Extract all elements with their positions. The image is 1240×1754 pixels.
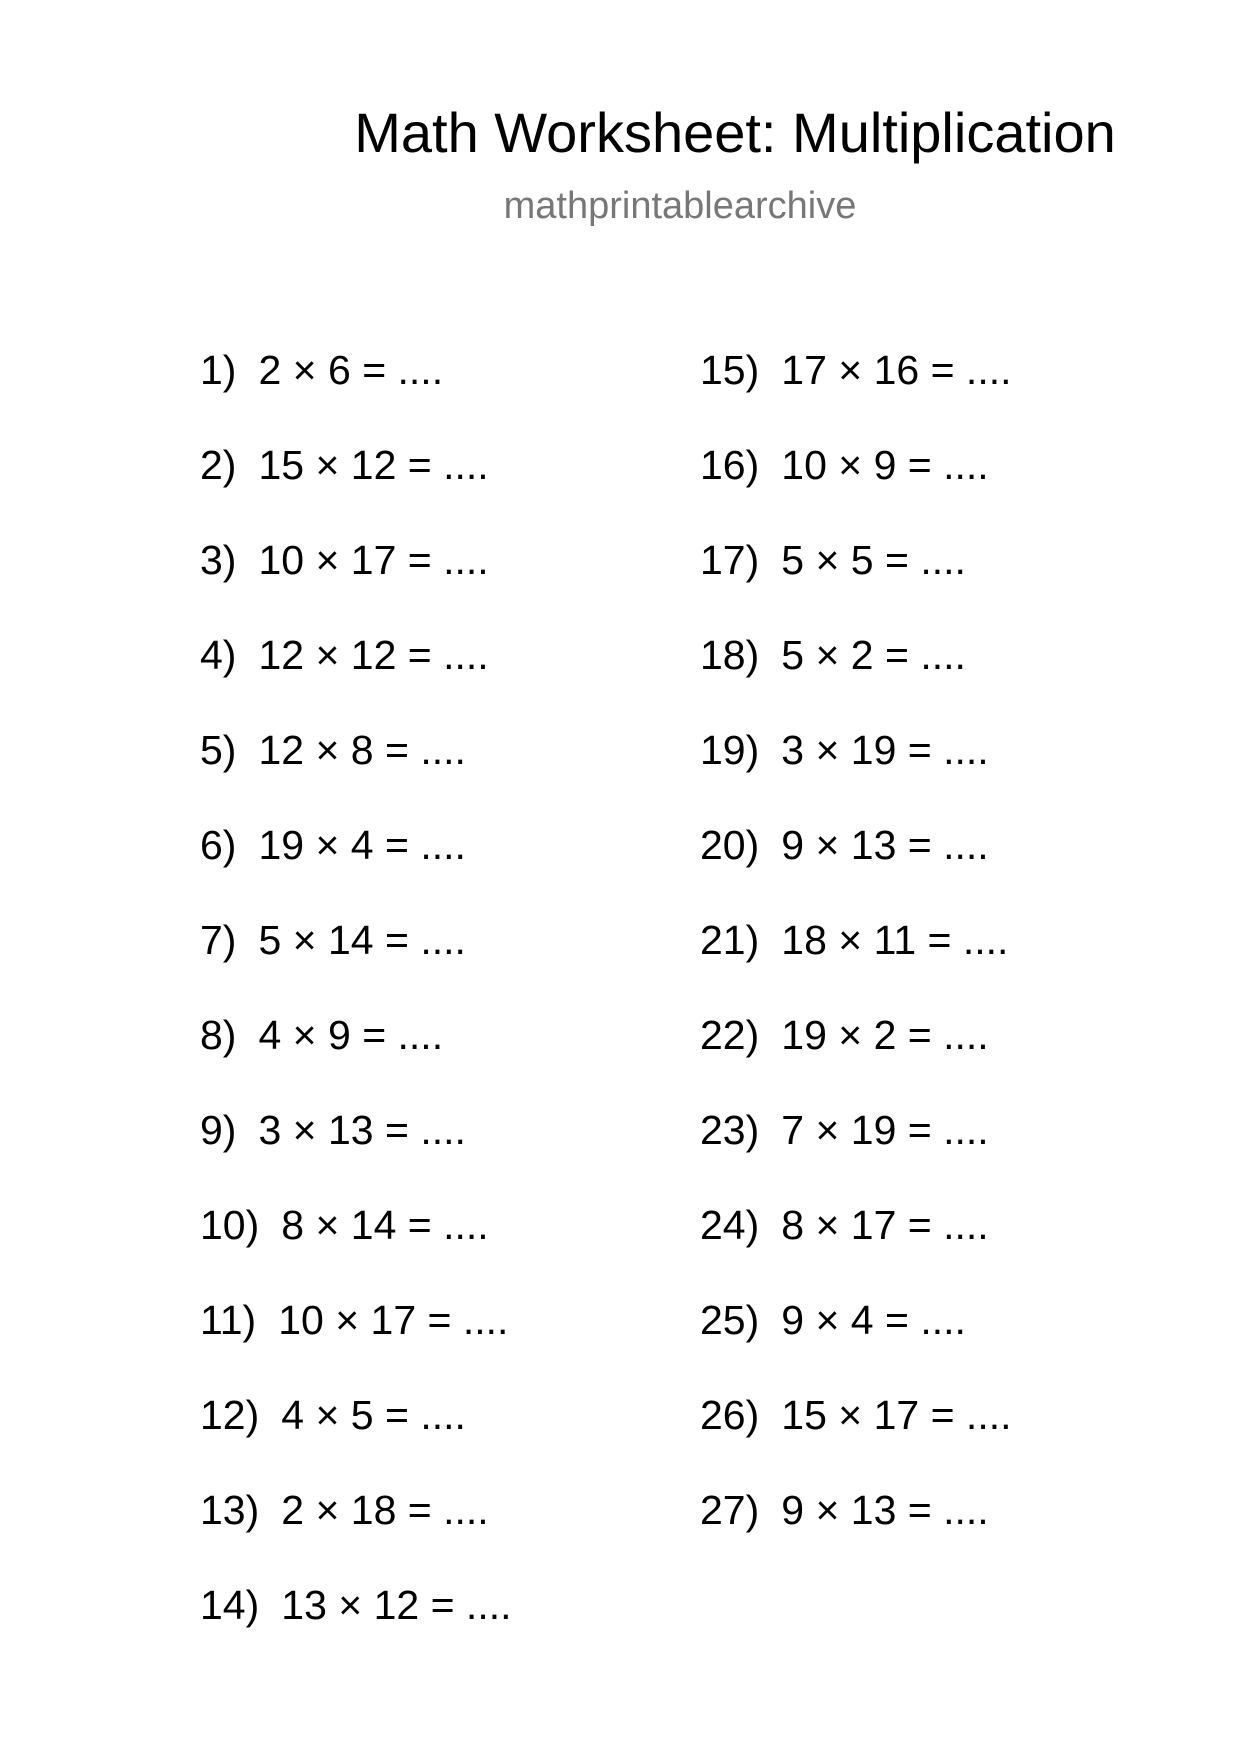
problem-number: 14)	[200, 1582, 260, 1628]
problem-column-left	[200, 346, 512, 1676]
problem-item	[200, 1011, 512, 1106]
problem-item	[200, 1201, 512, 1296]
problem-item	[200, 1106, 512, 1201]
problem-item	[200, 1296, 512, 1391]
problem-number: 26)	[700, 1392, 760, 1438]
problem-item	[200, 536, 512, 631]
problem-expression: 5 × 14 = ....	[258, 917, 466, 963]
problem-item	[200, 441, 512, 536]
problem-item	[700, 631, 1012, 726]
problem-item	[200, 346, 512, 441]
problem-expression: 10 × 17 = ....	[278, 1297, 509, 1343]
problem-number: 12)	[200, 1392, 260, 1438]
problem-number: 15)	[700, 347, 760, 393]
problem-expression: 19 × 2 = ....	[781, 1012, 989, 1058]
problem-number: 11)	[200, 1297, 257, 1343]
problem-item	[700, 726, 1012, 821]
problem-item	[700, 1391, 1012, 1486]
problem-expression: 12 × 8 = ....	[258, 727, 466, 773]
problem-item	[200, 1391, 512, 1486]
problem-item	[200, 631, 512, 726]
problem-number: 8)	[200, 1012, 237, 1058]
problem-expression: 2 × 6 = ....	[258, 347, 444, 393]
problem-number: 20)	[700, 822, 760, 868]
problem-number: 13)	[200, 1487, 260, 1533]
problem-item	[200, 1486, 512, 1581]
problem-number: 27)	[700, 1487, 760, 1533]
problem-item	[700, 916, 1012, 1011]
problem-number: 23)	[700, 1107, 760, 1153]
problem-item	[200, 821, 512, 916]
problem-number: 16)	[700, 442, 760, 488]
problem-expression: 10 × 17 = ....	[258, 537, 489, 583]
problem-expression: 18 × 11 = ....	[781, 917, 1009, 963]
problem-expression: 3 × 13 = ....	[258, 1107, 466, 1153]
problem-number: 24)	[700, 1202, 760, 1248]
page-title: Math Worksheet: Multiplication	[354, 101, 1116, 164]
problem-number: 19)	[700, 727, 760, 773]
problem-expression: 4 × 5 = ....	[281, 1392, 466, 1438]
problem-expression: 4 × 9 = ....	[258, 1012, 444, 1058]
problem-expression: 5 × 2 = ....	[781, 632, 966, 678]
problem-item	[200, 916, 512, 1011]
problem-expression: 7 × 19 = ....	[781, 1107, 989, 1153]
problem-item	[700, 536, 1012, 631]
problem-number: 7)	[200, 917, 237, 963]
problem-expression: 5 × 5 = ....	[781, 537, 966, 583]
problem-expression: 9 × 13 = ....	[781, 822, 989, 868]
problem-expression: 15 × 12 = ....	[258, 442, 489, 488]
problem-item	[700, 441, 1012, 536]
problem-expression: 9 × 13 = ....	[781, 1487, 989, 1533]
problem-number: 4)	[200, 632, 237, 678]
problem-number: 9)	[200, 1107, 237, 1153]
problem-item	[700, 1296, 1012, 1391]
problem-item	[700, 1486, 1012, 1581]
problem-expression: 13 × 12 = ....	[281, 1582, 512, 1628]
problem-number: 5)	[200, 727, 237, 773]
problem-expression: 8 × 17 = ....	[781, 1202, 989, 1248]
problem-expression: 8 × 14 = ....	[281, 1202, 489, 1248]
problem-item	[200, 1581, 512, 1676]
problem-number: 1)	[200, 347, 237, 393]
problem-expression: 19 × 4 = ....	[258, 822, 466, 868]
problem-number: 25)	[700, 1297, 760, 1343]
problem-number: 10)	[200, 1202, 260, 1248]
problem-column-right	[700, 346, 1012, 1581]
problem-number: 21)	[700, 917, 760, 963]
problem-expression: 3 × 19 = ....	[781, 727, 989, 773]
problem-number: 17)	[700, 537, 760, 583]
problem-number: 18)	[700, 632, 760, 678]
problem-expression: 2 × 18 = ....	[281, 1487, 489, 1533]
problem-expression: 9 × 4 = ....	[781, 1297, 966, 1343]
problem-number: 2)	[200, 442, 237, 488]
problem-expression: 10 × 9 = ....	[781, 442, 989, 488]
problem-expression: 17 × 16 = ....	[781, 347, 1012, 393]
problem-number: 3)	[200, 537, 237, 583]
problem-item	[700, 346, 1012, 441]
problem-item	[700, 1106, 1012, 1201]
problem-number: 22)	[700, 1012, 760, 1058]
problem-expression: 15 × 17 = ....	[781, 1392, 1012, 1438]
problem-item	[700, 1201, 1012, 1296]
problem-number: 6)	[200, 822, 237, 868]
problem-item	[200, 726, 512, 821]
page-subtitle: mathprintablearchive	[503, 185, 857, 227]
problem-item	[700, 821, 1012, 916]
problem-expression: 12 × 12 = ....	[258, 632, 489, 678]
problem-item	[700, 1011, 1012, 1106]
